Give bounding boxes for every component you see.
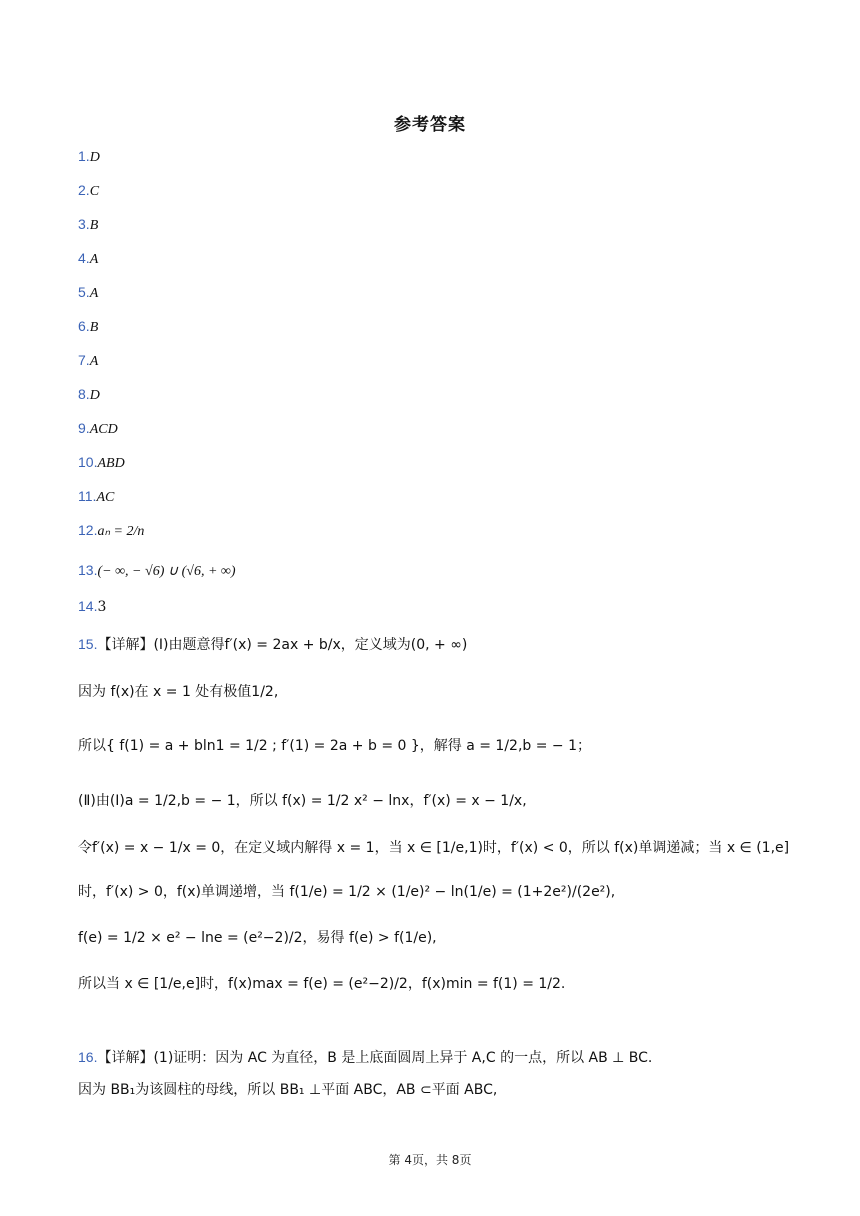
solution-line: f(e) = 1/2 × e² − lne = (e²−2)/2，易得 f(e) > f(1/e), — [78, 930, 437, 946]
answer-row: 4.A — [78, 250, 99, 267]
solution-line: 所以当 x ∈ [1/e,e]时，f(x)max = f(e) = (e²−2)/2，f(x)min = f(1) = 1/2. — [78, 976, 566, 992]
answer-row: 12.aₙ = 2/n — [78, 522, 145, 539]
solution-line: 所以{ f(1) = a + bln1 = 1/2 ; f′(1) = 2a + b = 0 }，解得 a = 1/2,b = − 1； — [78, 738, 592, 754]
question-number: 15. — [78, 636, 98, 652]
solution-line: 令f′(x) = x − 1/x = 0，在定义域内解得 x = 1，当 x ∈ [1/e,1)时，f′(x) < 0，所以 f(x)单调递减；当 x ∈ (1,e] — [78, 840, 790, 856]
answer-row: 10.ABD — [78, 454, 125, 471]
question-number: 16. — [78, 1049, 98, 1065]
page-title: 参考答案 — [394, 115, 466, 135]
answer-row: 11.AC — [78, 488, 115, 505]
answer-row: 7.A — [78, 352, 99, 369]
page-footer: 第 4页，共 8页 — [388, 1153, 472, 1167]
answer-row: 6.B — [78, 318, 99, 335]
answer-row: 2.C — [78, 182, 100, 199]
answer-row: 3.B — [78, 216, 99, 233]
solution-line: 因为 f(x)在 x = 1 处有极值1/2, — [78, 684, 279, 700]
answer-row: 14.3 — [78, 598, 107, 615]
answer-row: 1.D — [78, 148, 100, 165]
solution-line: 时，f′(x) > 0，f(x)单调递增，当 f(1/e) = 1/2 × (1/e)² − ln(1/e) = (1+2e²)/(2e²), — [78, 884, 616, 900]
solution-line: (Ⅱ)由(Ⅰ)a = 1/2,b = − 1，所以 f(x) = 1/2 x² − lnx，f′(x) = x − 1/x, — [78, 793, 527, 809]
solution-line: 16.【详解】(1)证明：因为 AC 为直径，B 是上底面圆周上异于 A,C 的一点，所以 AB ⊥ BC. — [78, 1049, 653, 1066]
answer-row: 13.(− ∞, − √6) ∪ (√6, + ∞) — [78, 562, 236, 579]
answer-row: 9.ACD — [78, 420, 118, 437]
solution-line: 因为 BB₁为该圆柱的母线，所以 BB₁ ⊥平面 ABC，AB ⊂平面 ABC, — [78, 1082, 498, 1098]
answer-row: 5.A — [78, 284, 99, 301]
answer-row: 8.D — [78, 386, 100, 403]
solution-line: 15.【详解】(Ⅰ)由题意得f′(x) = 2ax + b/x，定义域为(0, + ∞) — [78, 636, 468, 653]
